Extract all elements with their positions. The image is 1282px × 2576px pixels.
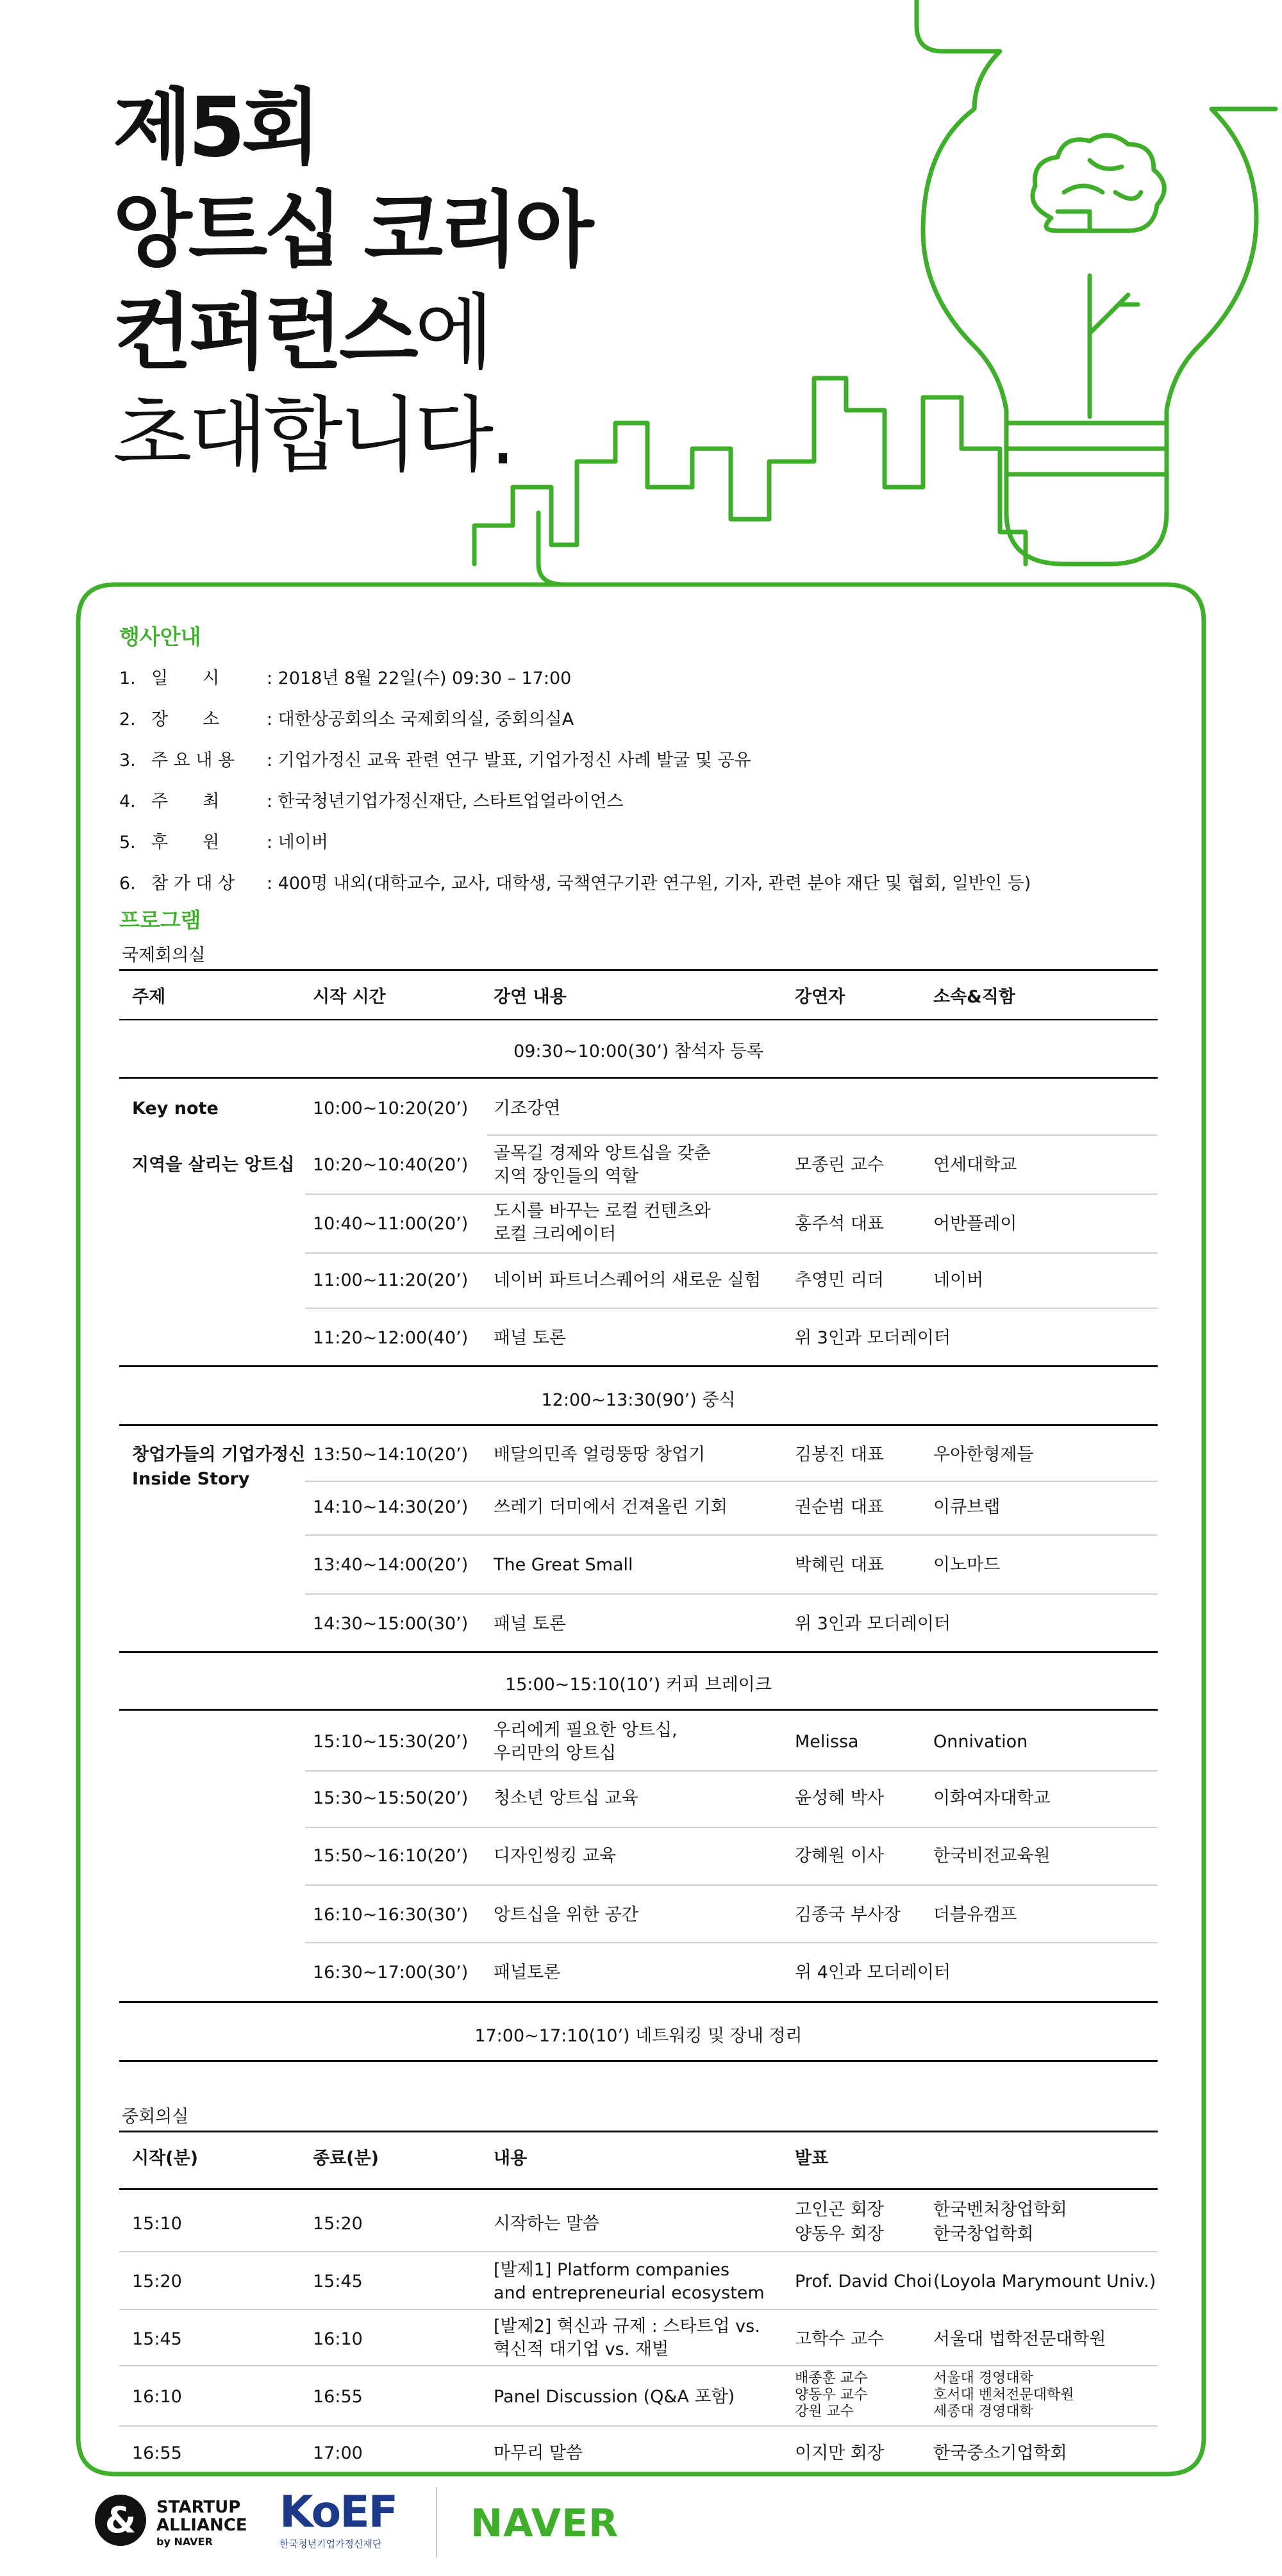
sa-line-1: STARTUP	[156, 2498, 241, 2517]
meeting-speaker-2: 양동우 회장	[795, 2224, 884, 2244]
meeting-end: 15:20	[313, 2214, 363, 2234]
logo-divider	[436, 2487, 437, 2557]
row-rule	[305, 1534, 1158, 1536]
meeting-speaker-3: 강원 교수	[795, 2404, 854, 2420]
row-rule	[305, 1308, 1158, 1309]
meeting-org: 서울대 경영대학	[933, 2370, 1033, 2386]
registration-row: 09:30~10:00(30’) 참석자 등록	[513, 1042, 763, 1061]
meeting-org: 한국중소기업학회	[933, 2443, 1067, 2463]
row-rule	[305, 1827, 1158, 1828]
meeting-start: 15:20	[132, 2272, 182, 2291]
header-start-time: 시작 시간	[313, 987, 386, 1007]
session-speaker: 김봉진 대표	[795, 1445, 884, 1465]
session-speaker: 김종국 부사장	[795, 1905, 901, 1925]
session-content: 앙트십을 위한 공간	[494, 1905, 638, 1925]
event-item-value: : 한국청년기업가정신재단, 스타트업얼라이언스	[267, 792, 624, 811]
session-speaker: 위 3인과 모더레이터	[795, 1328, 951, 1348]
session-time: 16:10~16:30(30’)	[313, 1905, 469, 1925]
session-time: 13:50~14:10(20’)	[313, 1445, 469, 1465]
naver-logo: NAVER	[470, 2501, 619, 2546]
meeting-content: 시작하는 말씀	[494, 2214, 600, 2234]
sa-by-naver: by NAVER	[156, 2536, 213, 2548]
meeting-content-2: 혁신적 대기업 vs. 재벌	[494, 2339, 669, 2359]
session-speaker: 강혜원 이사	[795, 1846, 884, 1866]
table-rule	[119, 1019, 1158, 1020]
header-end: 종료(분)	[313, 2148, 379, 2168]
koef-logo-subtitle: 한국청년기업가정신재단	[279, 2538, 382, 2550]
header-speaker: 강연자	[795, 987, 845, 1007]
session-org: 연세대학교	[933, 1155, 1017, 1175]
header-theme: 주제	[132, 987, 166, 1007]
event-item-host	[119, 787, 623, 812]
session-time: 15:30~15:50(20’)	[313, 1788, 469, 1808]
meeting-content-2: and entrepreneurial ecosystem	[494, 2283, 765, 2303]
session-content: 도시를 바꾸는 로컬 컨텐츠와	[494, 1201, 711, 1221]
meeting-start: 15:45	[132, 2329, 182, 2349]
lunch-row: 12:00~13:30(90’) 중식	[541, 1390, 736, 1410]
row-rule	[305, 1481, 1158, 1482]
room-international: 국제회의실	[122, 945, 206, 965]
event-item-venue	[119, 705, 574, 730]
closing-row: 17:00~17:10(10’) 네트워킹 및 장내 정리	[474, 2026, 803, 2046]
session-org: 네이버	[933, 1270, 984, 1290]
event-item-num: 4.	[119, 792, 136, 811]
koef-logo: KoEF	[279, 2487, 397, 2538]
header-content: 내용	[494, 2148, 528, 2168]
event-item-value: : 기업가정신 교육 관련 연구 발표, 기업가정신 사례 발굴 및 공유	[267, 751, 751, 770]
session-org: 한국비전교육원	[933, 1846, 1051, 1866]
session-time: 11:20~12:00(40’)	[313, 1328, 469, 1348]
table-rule	[119, 1651, 1158, 1653]
meeting-org-2: 한국창업학회	[933, 2224, 1034, 2244]
session-org: 이큐브랩	[933, 1497, 1001, 1517]
meeting-start: 16:10	[132, 2387, 182, 2407]
event-item-num: 2.	[119, 710, 136, 729]
meeting-start: 15:10	[132, 2214, 182, 2234]
session-content: 배달의민족 얼렁뚱땅 창업기	[494, 1445, 706, 1465]
session-speaker: 모종린 교수	[795, 1155, 884, 1175]
sa-line-2: ALLIANCE	[156, 2516, 247, 2535]
session-content: 골목길 경제와 앙트십을 갖춘	[494, 1143, 711, 1163]
header-presenter: 발표	[795, 2148, 829, 2168]
program-section-title: 프로그램	[119, 908, 201, 933]
session-content: 패널 토론	[494, 1328, 566, 1348]
table-top-rule	[119, 2131, 1158, 2132]
row-rule	[305, 1252, 1158, 1254]
hero-title	[113, 77, 590, 487]
theme-founders: 창업가들의 기업가정신	[132, 1445, 306, 1465]
row-rule	[119, 2425, 1158, 2427]
startup-alliance-logo-text	[156, 2498, 247, 2534]
theme-founders-sub: Inside Story	[132, 1469, 250, 1489]
session-org: 우아한형제들	[933, 1445, 1034, 1465]
session-content: 디자인씽킹 교육	[494, 1846, 617, 1866]
session-time: 10:40~11:00(20’)	[313, 1214, 469, 1234]
meeting-end: 16:10	[313, 2329, 363, 2349]
meeting-speaker: 배종훈 교수	[795, 2370, 868, 2386]
meeting-speaker: 고인곤 회장	[795, 2200, 884, 2220]
event-item-label: 장 소	[151, 710, 220, 729]
meeting-end: 15:45	[313, 2272, 363, 2291]
event-item-num: 3.	[119, 751, 136, 770]
session-content-2: 우리만의 앙트십	[494, 1743, 617, 1763]
event-item-value: : 대한상공회의소 국제회의실, 중회의실A	[267, 710, 574, 729]
session-content-2: 지역 장인들의 역할	[494, 1167, 638, 1186]
event-item-value: : 네이버	[267, 833, 328, 852]
session-time: 10:20~10:40(20’)	[313, 1155, 469, 1175]
event-item-content	[119, 746, 751, 771]
meeting-end: 16:55	[313, 2387, 363, 2407]
session-speaker: 박혜린 대표	[795, 1555, 884, 1575]
row-rule	[305, 1593, 1158, 1595]
session-org: Onnivation	[933, 1732, 1028, 1752]
session-speaker: 추영민 리더	[795, 1270, 884, 1290]
session-content: 우리에게 필요한 앙트십,	[494, 1720, 678, 1740]
row-rule	[119, 2365, 1158, 2366]
event-item-value: : 400명 내외(대학교수, 교사, 대학생, 국책연구기관 연구원, 기자, 관련 분야 재단 및 협회, 일반인 등)	[267, 874, 1031, 893]
session-time: 14:30~15:00(30’)	[313, 1614, 469, 1634]
row-rule	[119, 2309, 1158, 2310]
table-bottom-rule	[119, 2060, 1158, 2062]
meeting-speaker: Prof. David Choi	[795, 2272, 933, 2291]
event-section-title: 행사안내	[119, 624, 201, 649]
event-item-num: 5.	[119, 833, 136, 852]
session-content: 패널 토론	[494, 1614, 566, 1634]
meeting-content: 마무리 말씀	[494, 2443, 583, 2463]
meeting-speaker: 이지만 회장	[795, 2443, 884, 2463]
table-top-rule	[119, 969, 1158, 971]
room-meeting: 중회의실	[122, 2107, 189, 2127]
session-content: 패널토론	[494, 1963, 561, 1982]
session-time: 15:50~16:10(20’)	[313, 1846, 469, 1866]
meeting-content: Panel Discussion (Q&A 포함)	[494, 2387, 735, 2407]
row-rule	[305, 1942, 1158, 1943]
row-rule	[305, 1193, 1158, 1195]
session-speaker: 윤성혜 박사	[795, 1788, 884, 1808]
table-rule	[119, 1365, 1158, 1367]
row-rule	[487, 1134, 1158, 1136]
row-rule	[305, 1884, 1158, 1886]
event-item-label: 후 원	[151, 833, 220, 852]
meeting-org-3: 세종대 경영대학	[933, 2404, 1033, 2420]
session-content: 쓰레기 더미에서 건져올린 기회	[494, 1497, 728, 1517]
session-time: 11:00~11:20(20’)	[313, 1270, 469, 1290]
session-speaker: 홍주석 대표	[795, 1214, 884, 1234]
meeting-org-2: 호서대 벤처전문대학원	[933, 2387, 1074, 2403]
session-time: 13:40~14:00(20’)	[313, 1555, 469, 1575]
event-item-label: 주 요 내 용	[151, 751, 235, 770]
hero-line-1: 제5회	[113, 80, 317, 176]
table-rule	[119, 1709, 1158, 1711]
table-rule	[119, 2001, 1158, 2003]
hero-line-3-light: 에	[414, 285, 490, 381]
hero-line-2: 앙트십 코리아	[113, 183, 590, 278]
row-rule	[305, 1770, 1158, 1772]
row-rule	[119, 2251, 1158, 2252]
session-org: 이화여자대학교	[933, 1788, 1051, 1808]
event-item-num: 6.	[119, 874, 136, 893]
session-time: 16:30~17:00(30’)	[313, 1963, 469, 1982]
session-content: 기조강연	[494, 1099, 561, 1118]
meeting-speaker: 고학수 교수	[795, 2329, 884, 2349]
event-item-date	[119, 664, 571, 689]
session-time: 10:00~10:20(20’)	[313, 1099, 469, 1118]
event-item-label: 참 가 대 상	[151, 874, 235, 893]
session-content: The Great Small	[494, 1555, 633, 1575]
session-speaker: Melissa	[795, 1732, 859, 1752]
event-item-value: : 2018년 8월 22일(수) 09:30 – 17:00	[267, 669, 572, 688]
session-content: 네이버 파트너스퀘어의 새로운 실험	[494, 1270, 761, 1290]
session-speaker: 위 4인과 모더레이터	[795, 1963, 951, 1982]
hero-line-4: 초대합니다.	[113, 388, 512, 483]
meeting-end: 17:00	[313, 2443, 363, 2463]
meeting-org: (Loyola Marymount Univ.)	[933, 2272, 1156, 2291]
theme-local: 지역을 살리는 앙트십	[132, 1155, 295, 1175]
meeting-org: 한국벤처창업학회	[933, 2200, 1067, 2220]
event-item-sponsor	[119, 828, 328, 853]
header-org: 소속&직함	[933, 987, 1015, 1007]
meeting-start: 16:55	[132, 2443, 182, 2463]
table-rule	[119, 2188, 1158, 2190]
table-rule	[119, 1077, 1158, 1079]
header-content: 강연 내용	[494, 987, 567, 1007]
event-item-num: 1.	[119, 669, 136, 688]
meeting-speaker-2: 양동우 교수	[795, 2387, 868, 2403]
table-rule	[119, 1424, 1158, 1426]
session-content-2: 로컬 크리에이터	[494, 1224, 617, 1244]
session-speaker: 권순범 대표	[795, 1497, 884, 1517]
session-content: 청소년 앙트십 교육	[494, 1788, 638, 1808]
header-start: 시작(분)	[132, 2148, 198, 2168]
hero-line-3-bold: 컨퍼런스	[113, 285, 415, 381]
meeting-content: [발제2] 혁신과 규제 : 스타트업 vs.	[494, 2316, 760, 2336]
meeting-content: [발제1] Platform companies	[494, 2260, 730, 2280]
event-item-label: 주 최	[151, 792, 220, 811]
session-speaker: 위 3인과 모더레이터	[795, 1614, 951, 1634]
coffee-break-row: 15:00~15:10(10’) 커피 브레이크	[505, 1675, 772, 1695]
session-org: 이노마드	[933, 1555, 1001, 1575]
session-org: 어반플레이	[933, 1214, 1017, 1234]
session-org: 더블유캠프	[933, 1905, 1017, 1925]
event-item-label: 일 시	[151, 669, 220, 688]
startup-alliance-logo-icon: &	[95, 2495, 146, 2546]
theme-keynote: Key note	[132, 1099, 219, 1118]
sponsor-logos	[0, 2487, 1282, 2557]
event-item-audience	[119, 869, 1031, 894]
meeting-org: 서울대 법학전문대학원	[933, 2329, 1106, 2349]
session-time: 15:10~15:30(20’)	[313, 1732, 469, 1752]
session-time: 14:10~14:30(20’)	[313, 1497, 469, 1517]
